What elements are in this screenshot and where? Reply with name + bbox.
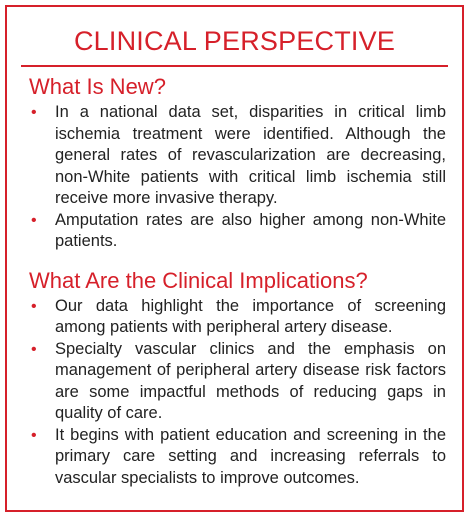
bullet-icon: •: [31, 104, 37, 121]
list-item-text: Our data highlight the importance of screening among patients with peripheral artery disease.: [55, 296, 446, 336]
section-heading-what-is-new: What Is New?: [29, 74, 166, 99]
bullet-icon: •: [31, 426, 37, 444]
box-title: CLINICAL PERSPECTIVE: [73, 26, 396, 56]
list-item: [31, 102, 446, 210]
list-item: [31, 210, 446, 253]
bullet-icon: •: [31, 297, 37, 315]
list-item: [31, 296, 446, 339]
list-item-text: It begins with patient education and screening in the primary care setting and increasing referrals to vascular specialists to improve outcomes.: [55, 425, 446, 487]
clinical-implications-list: [7, 296, 462, 490]
clinical-perspective-box: [5, 5, 464, 512]
list-item-text: Amputation rates are also higher among non-White patients.: [55, 210, 446, 250]
list-item-text: Specialty vascular clinics and the emphasis on management of peripheral artery disease risk factors are some impactful methods of reducing gaps in quality of care.: [55, 339, 446, 422]
list-item: [31, 339, 446, 425]
section-heading-clinical-implications: What Are the Clinical Implications?: [29, 267, 368, 293]
bullet-icon: •: [31, 340, 37, 358]
list-item-text: In a national data set, disparities in critical limb ischemia treatment were identified. Although the general rates of revascularization are decreasing, non-White patients with critical limb ischemia still receive more invasive therapy.: [55, 103, 446, 207]
what-is-new-list: [7, 102, 462, 253]
list-item: [31, 425, 446, 490]
bullet-icon: •: [31, 211, 37, 229]
title-divider: [21, 65, 448, 67]
